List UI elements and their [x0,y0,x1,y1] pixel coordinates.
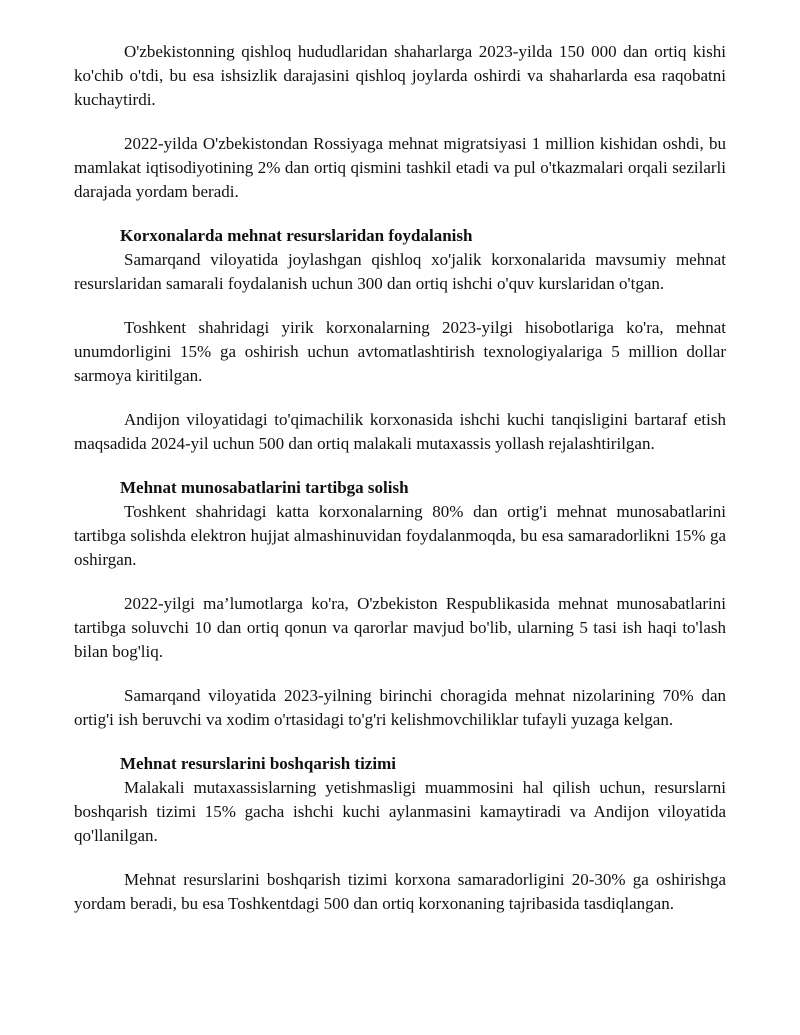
paragraph: Malakali mutaxassislarning yetishmasligi muammosini hal qilish uchun, resurslarni boshqarish tizimi 15% gacha ishchi kuchi aylanmasini kamaytiradi va Andijon viloyatida qo'llanilgan. [74,778,726,845]
paragraph: Andijon viloyatidagi to'qimachilik korxonasida ishchi kuchi tanqisligini bartaraf etish maqsadida 2024-yil uchun 500 dan ortiq malakali mutaxassis yollash rejalashtirilgan. [74,410,726,453]
paragraph: Toshkent shahridagi yirik korxonalarning 2023-yilgi hisobotlariga ko'ra, mehnat unumdorligini 15% ga oshirish uchun avtomatlashtirish texnologiyalariga 5 million dollar sarmoya kiritilgan. [74,318,726,385]
paragraph: 2022-yilda O'zbekistondan Rossiyaga mehnat migratsiyasi 1 million kishidan oshdi, bu mamlakat iqtisodiyotining 2% dan ortiq qismini tashkil etadi va pul o'tkazmalari orqali sezilarli darajada yordam beradi. [74,134,726,201]
section-heading: Mehnat resurslarini boshqarish tizimi [120,754,396,773]
paragraph: O'zbekistonning qishloq hududlaridan shaharlarga 2023-yilda 150 000 dan ortiq kishi ko'chib o'tdi, bu esa ishsizlik darajasini qishloq joylarda oshirdi va shaharlarda esa raqobatni kuchaytirdi. [74,42,726,109]
section-heading: Mehnat munosabatlarini tartibga solish [120,478,409,497]
section-heading: Korxonalarda mehnat resurslaridan foydalanish [120,226,473,245]
paragraph: 2022-yilgi ma’lumotlarga ko'ra, O'zbekiston Respublikasida mehnat munosabatlarini tartibga soluvchi 10 dan ortiq qonun va qarorlar mavjud bo'lib, ularning 5 tasi ish haqi to'lash bilan bog'liq. [74,594,726,661]
document-page [74,40,726,936]
paragraph: Mehnat resurslarini boshqarish tizimi korxona samaradorligini 20-30% ga oshirishga yordam beradi, bu esa Toshkentdagi 500 dan ortiq korxonaning tajribasida tasdiqlangan. [74,870,726,913]
paragraph: Samarqand viloyatida 2023-yilning birinchi choragida mehnat nizolarining 70% dan ortig'i ish beruvchi va xodim o'rtasidagi to'g'ri kelishmovchiliklar tufayli yuzaga kelgan. [74,686,726,729]
paragraph: Toshkent shahridagi katta korxonalarning 80% dan ortig'i mehnat munosabatlarini tartibga solishda elektron hujjat almashinuvidan foydalanmoqda, bu esa samaradorlikni 15% ga oshirgan. [74,502,726,569]
paragraph: Samarqand viloyatida joylashgan qishloq xo'jalik korxonalarida mavsumiy mehnat resurslaridan samarali foydalanish uchun 300 dan ortiq ishchi o'quv kurslaridan o'tgan. [74,250,726,293]
